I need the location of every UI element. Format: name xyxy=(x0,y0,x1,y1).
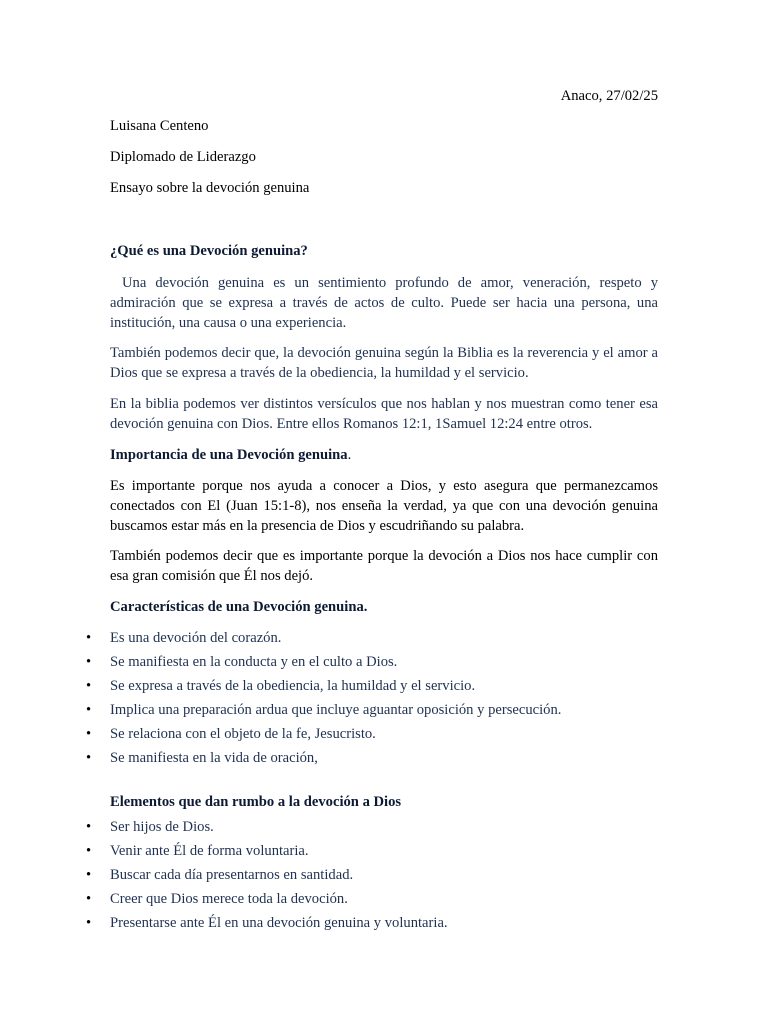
bullet-icon: • xyxy=(86,819,92,835)
section-heading-what-is: ¿Qué es una Devoción genuina? xyxy=(110,243,308,259)
list-item-text: Buscar cada día presentarnos en santidad. xyxy=(110,867,354,883)
list-item-text: Se expresa a través de la obediencia, la humildad y el servicio. xyxy=(110,678,476,694)
list-item xyxy=(0,841,700,865)
paragraph-importance: Es importante porque nos ayuda a conocer a Dios, y esto asegura que permanezcamos conectados con El (Juan 15:1-8), nos enseña la verdad, ya que con una devoción genuina buscamos estar más en la presencia de Dios y escudriñando su palabra. xyxy=(110,478,658,534)
section-heading-importance-text: Importancia de una Devoción genuina xyxy=(110,447,348,463)
bullet-icon: • xyxy=(86,726,92,742)
bullet-icon: • xyxy=(86,750,92,766)
course-name: Diplomado de Liderazgo xyxy=(110,149,256,165)
list-item-text: Venir ante Él de forma voluntaria. xyxy=(110,843,309,859)
list-item-text: Se manifiesta en la vida de oración, xyxy=(110,750,318,766)
list-item xyxy=(0,700,700,724)
list-item xyxy=(0,676,700,700)
section-heading-elements: Elementos que dan rumbo a la devoción a Dios xyxy=(110,794,402,810)
list-item-text: Se manifiesta en la conducta y en el culto a Dios. xyxy=(110,654,398,670)
bullet-icon: • xyxy=(86,630,92,646)
bullet-icon: • xyxy=(86,891,92,907)
list-item xyxy=(0,817,700,841)
bullet-icon: • xyxy=(86,678,92,694)
list-item-text: Creer que Dios merece toda la devoción. xyxy=(110,891,348,907)
list-item xyxy=(0,652,700,676)
section-heading-importance-period: . xyxy=(347,447,352,463)
author-name: Luisana Centeno xyxy=(110,118,209,134)
bullet-icon: • xyxy=(86,654,92,670)
bullet-icon: • xyxy=(86,915,92,931)
bullet-icon: • xyxy=(86,867,92,883)
paragraph-biblical-definition: También podemos decir que, la devoción genuina según la Biblia es la reverencia y el amor a Dios que se expresa a través de la obediencia, la humildad y el servicio. xyxy=(110,345,658,381)
list-item-text: Presentarse ante Él en una devoción genuina y voluntaria. xyxy=(110,915,448,931)
list-item xyxy=(0,628,700,652)
list-item xyxy=(0,889,700,913)
paragraph-verses: En la biblia podemos ver distintos versículos que nos hablan y nos muestran como tener esa devoción genuina con Dios. Entre ellos Romanos 12:1, 1Samuel 12:24 entre otros. xyxy=(110,396,658,432)
list-item-text: Ser hijos de Dios. xyxy=(110,819,214,835)
elements-list xyxy=(0,817,700,937)
list-item xyxy=(0,913,700,937)
list-item xyxy=(0,748,700,772)
paragraph-great-commission: También podemos decir que es importante porque la devoción a Dios nos hace cumplir con esa gran comisión que Él nos dejó. xyxy=(110,548,658,584)
section-heading-characteristics: Características de una Devoción genuina. xyxy=(110,599,368,615)
list-item-text: Se relaciona con el objeto de la fe, Jesucristo. xyxy=(110,726,376,742)
characteristics-list xyxy=(0,628,700,772)
section-heading-importance xyxy=(110,445,658,465)
bullet-icon: • xyxy=(86,843,92,859)
list-item xyxy=(0,724,700,748)
essay-title: Ensayo sobre la devoción genuina xyxy=(110,180,310,196)
date-line: Anaco, 27/02/25 xyxy=(560,88,658,104)
list-item-text: Es una devoción del corazón. xyxy=(110,630,282,646)
list-item-text: Implica una preparación ardua que incluye aguantar oposición y persecución. xyxy=(110,702,562,718)
paragraph-definition: Una devoción genuina es un sentimiento profundo de amor, veneración, respeto y admiración que se expresa a través de actos de culto. Puede ser hacia una persona, una institución, una causa o una experiencia. xyxy=(110,275,658,331)
list-item xyxy=(0,865,700,889)
bullet-icon: • xyxy=(86,702,92,718)
